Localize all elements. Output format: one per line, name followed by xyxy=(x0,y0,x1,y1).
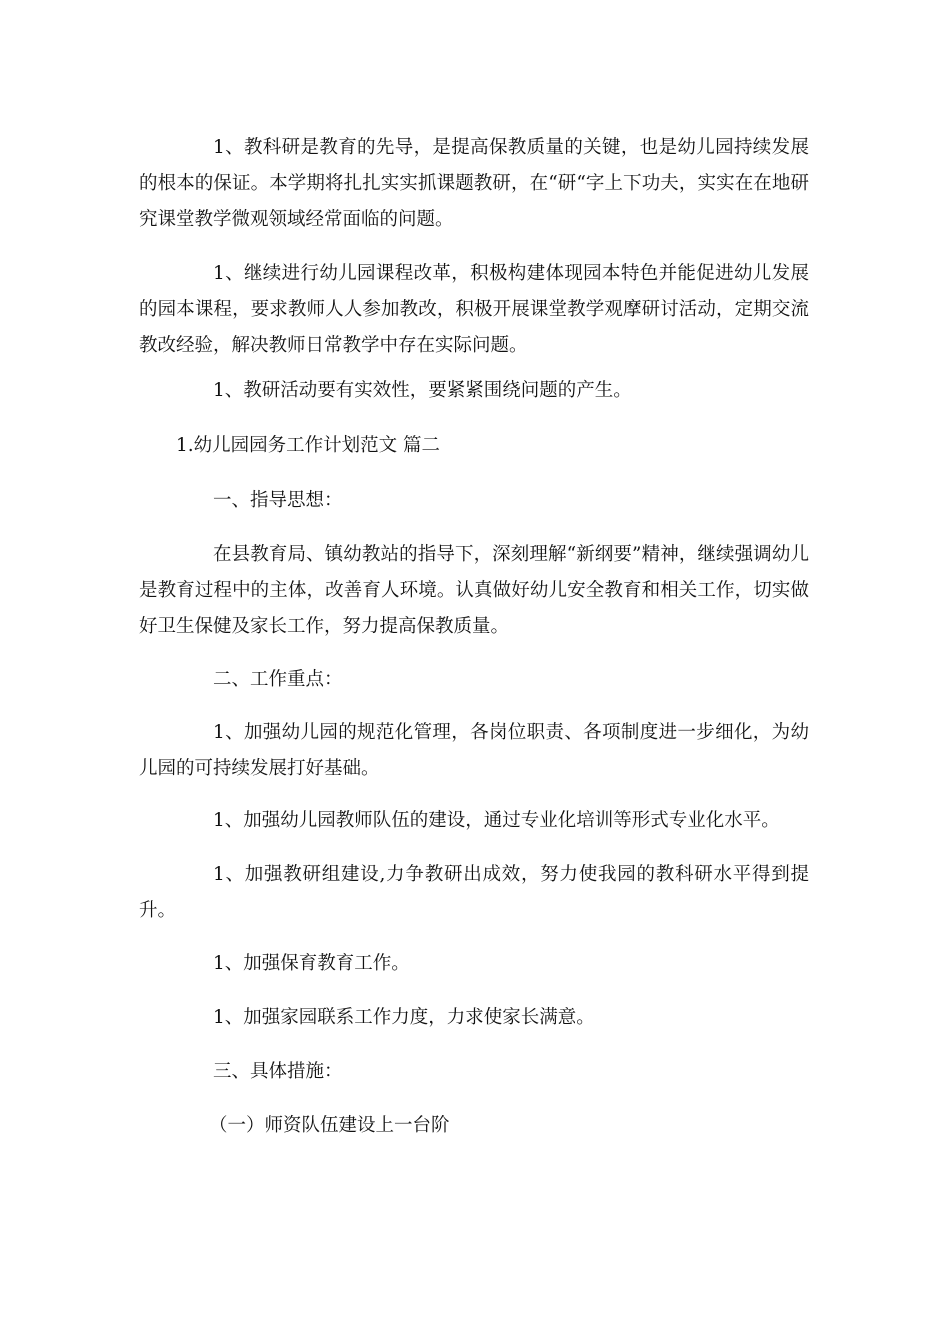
paragraph-standardized-management: 1、加强幼儿园的规范化管理，各岗位职责、各项制度进一步细化，为幼儿园的可持续发展打好基础。 xyxy=(139,722,809,779)
heading-work-focus: 二、工作重点： xyxy=(213,669,343,690)
paragraph-teacher-team: 1、加强幼儿园教师队伍的建设，通过专业化培训等形式专业化水平。 xyxy=(213,810,780,831)
heading-specific-measures: 三、具体措施： xyxy=(213,1061,343,1082)
paragraph-research-priority: 1、教科研是教育的先导，是提高保教质量的关键，也是幼儿园持续发展的根本的保证。本学期将扎扎实实抓课题教研，在“研“字上下功夫，实实在在地研究课堂教学微观领域经常面临的问题。 xyxy=(139,137,809,230)
heading-teacher-team-step: （一）师资队伍建设上一台阶 xyxy=(209,1115,450,1136)
paragraph-guiding-thought: 在县教育局、镇幼教站的指导下，深刻理解“新纲要”精神，继续强调幼儿是教育过程中的主体，改善育人环境。认真做好幼儿安全教育和相关工作，切实做好卫生保健及家长工作，努力提高保教质量。 xyxy=(139,544,809,637)
section-title-part-two: 1.幼儿园园务工作计划范文 篇二 xyxy=(176,435,441,456)
paragraph-research-effectiveness: 1、教研活动要有实效性，要紧紧围绕问题的产生。 xyxy=(213,380,632,401)
paragraph-home-school: 1、加强家园联系工作力度，力求使家长满意。 xyxy=(213,1007,595,1028)
paragraph-care-education: 1、加强保育教育工作。 xyxy=(213,953,410,974)
paragraph-research-group: 1、加强教研组建设,力争教研出成效，努力使我园的教科研水平得到提升。 xyxy=(139,864,809,921)
paragraph-curriculum-reform: 1、继续进行幼儿园课程改革，积极构建体现园本特色并能促进幼儿发展的园本课程，要求教师人人参加教改，积极开展课堂教学观摩研讨活动，定期交流教改经验，解决教师日常教学中存在实际问题。 xyxy=(139,263,809,356)
heading-guiding-thought: 一、指导思想： xyxy=(213,490,343,511)
